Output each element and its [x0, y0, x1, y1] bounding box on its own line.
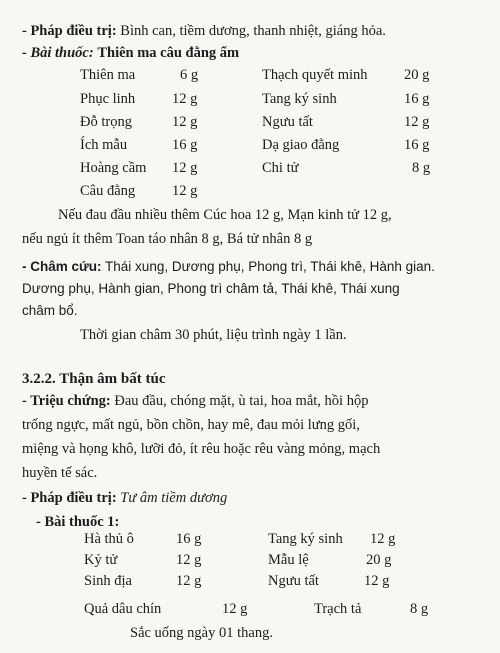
herb-name: Đỗ trọng — [80, 114, 132, 130]
symptom-line-4: huyền tế sác. — [22, 465, 98, 481]
symptom-line-1 — [22, 392, 368, 410]
herb-dose: 12 g — [404, 114, 430, 130]
herb-name: Kỷ tử — [84, 552, 118, 568]
remedy-label: - Bài thuốc: — [22, 45, 94, 61]
herb-name: Thiên ma — [80, 67, 136, 83]
herb-dose: 12 g — [172, 183, 198, 199]
symptom-line-3: miệng và họng khô, lưỡi đỏ, ít rêu hoặc rêu vàng mỏng, mạch — [22, 441, 381, 457]
method-line-1 — [22, 22, 386, 40]
herb-dose: 12 g — [172, 114, 198, 130]
acupuncture-line-2: Dương phụ, Hành gian, Phong trì châm tả, Thái khê, Thái xung — [22, 281, 400, 296]
herb-name: Tang ký sinh — [262, 91, 337, 107]
herb-name: Chi tử — [262, 160, 299, 176]
symptom-line-2: trống ngực, mất ngủ, bồn chồn, hay mê, đau mỏi lưng gối, — [22, 417, 360, 433]
method-text: Tư âm tiềm dương — [120, 490, 228, 506]
herb-dose: 8 g — [410, 601, 429, 617]
remedy-name: Thiên ma câu đằng ẩm — [97, 45, 240, 61]
time-line: Thời gian châm 30 phút, liệu trình ngày 1 lần. — [80, 327, 347, 343]
herb-name: Ngưu tất — [262, 114, 313, 130]
method-label: - Pháp điều trị: — [22, 23, 117, 39]
acupuncture-line-3: châm bổ. — [22, 303, 78, 318]
herb-name: Câu đằng — [80, 183, 136, 199]
herb-dose: 12 g — [222, 601, 248, 617]
herb-name: Quả dâu chín — [84, 601, 162, 617]
herb-name: Sinh địa — [84, 573, 132, 589]
method-line-2 — [22, 489, 227, 507]
note-line-1: Nếu đau đầu nhiều thêm Cúc hoa 12 g, Mạn kinh tử 12 g, — [58, 207, 392, 223]
remedy-label-1: - Bài thuốc 1: — [36, 514, 120, 530]
herb-dose: 16 g — [404, 91, 430, 107]
dosage-note: Sắc uống ngày 01 thang. — [130, 625, 273, 641]
herb-name: Hoàng cầm — [80, 160, 147, 176]
herb-dose: 12 g — [176, 573, 202, 589]
herb-dose: 12 g — [370, 531, 396, 547]
method-label: - Pháp điều trị: — [22, 490, 117, 506]
herb-name: Ngưu tất — [268, 573, 319, 589]
acupuncture-text: Thái xung, Dương phụ, Phong trì, Thái khê, Hành gian. — [105, 259, 435, 274]
herb-name: Hà thủ ô — [84, 531, 134, 547]
herb-name: Dạ giao đằng — [262, 137, 340, 153]
herb-dose: 16 g — [172, 137, 198, 153]
herb-name: Phục linh — [80, 91, 136, 107]
herb-dose: 12 g — [172, 91, 198, 107]
note-line-2: nếu ngủ ít thêm Toan táo nhân 8 g, Bá tử nhân 8 g — [22, 231, 313, 247]
herb-name: Thạch quyết minh — [262, 67, 368, 83]
remedy-line-1 — [22, 44, 239, 62]
herb-dose: 16 g — [176, 531, 202, 547]
symptom-label: - Triệu chứng: — [22, 393, 111, 409]
section-heading: 3.2.2. Thận âm bất túc — [22, 371, 166, 387]
method-text: Bình can, tiềm dương, thanh nhiệt, giáng hỏa. — [120, 23, 386, 39]
herb-dose: 8 g — [412, 160, 431, 176]
herb-dose: 12 g — [176, 552, 202, 568]
herb-dose: 12 g — [364, 573, 390, 589]
symptom-text: Đau đầu, chóng mặt, ù tai, hoa mắt, hồi hộp — [114, 393, 369, 409]
herb-dose: 20 g — [366, 552, 392, 568]
acupuncture-label: - Châm cứu: — [22, 259, 102, 274]
acupuncture-line-1 — [22, 258, 435, 276]
herb-name: Tang ký sinh — [268, 531, 343, 547]
herb-dose: 12 g — [172, 160, 198, 176]
herb-dose: 16 g — [404, 137, 430, 153]
herb-dose: 20 g — [404, 67, 430, 83]
herb-name: Mẫu lệ — [268, 552, 309, 568]
herb-name: Trạch tả — [314, 601, 362, 617]
herb-name: Ích mẫu — [80, 137, 128, 153]
herb-dose: 6 g — [180, 67, 199, 83]
